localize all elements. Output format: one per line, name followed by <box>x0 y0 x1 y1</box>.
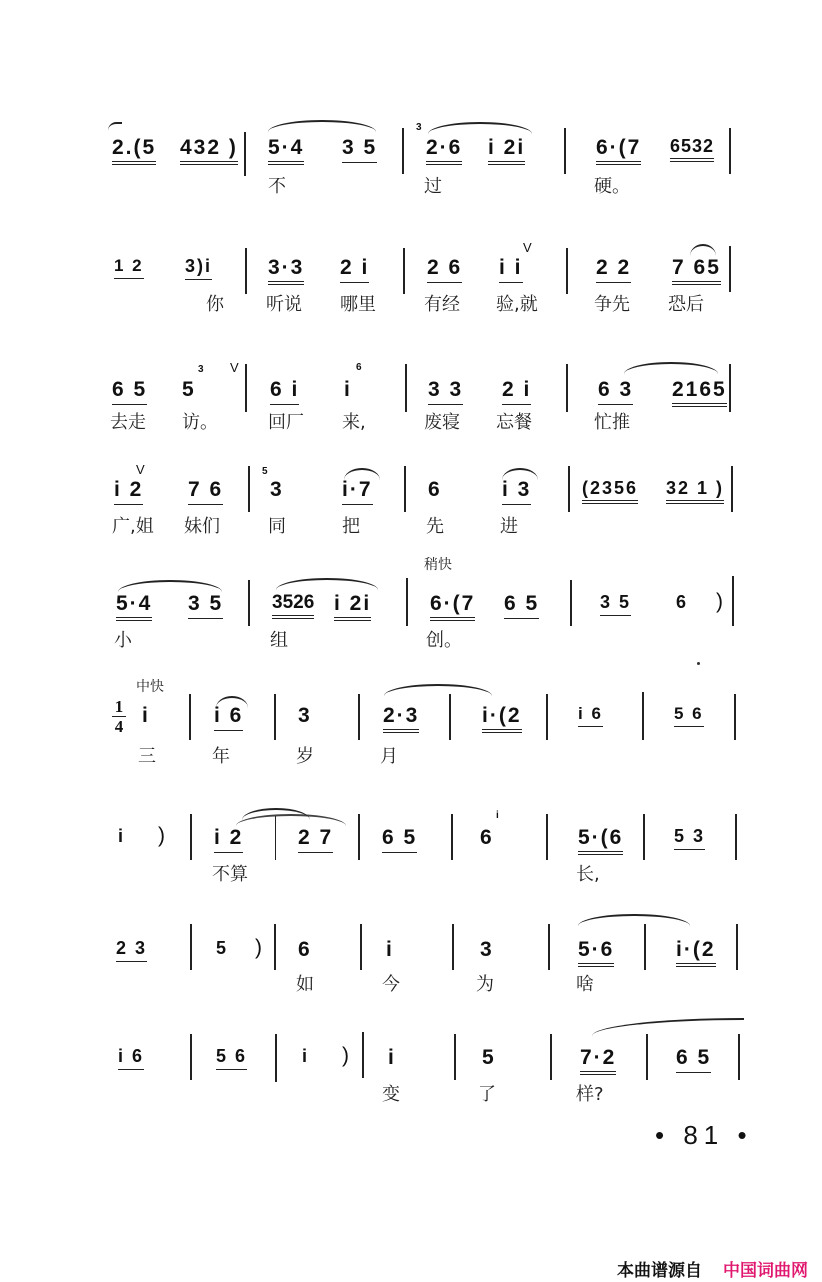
note-group: 5 <box>482 1046 496 1069</box>
lyric: 先 <box>426 516 444 537</box>
barline <box>274 924 276 970</box>
page-number: • 81 • <box>655 1120 753 1150</box>
lyric: 三 <box>138 746 156 767</box>
note-group: i <box>118 826 126 846</box>
barline <box>568 466 570 512</box>
note-group: 5·4 <box>116 592 152 621</box>
note-group: ) <box>255 936 264 959</box>
barline <box>570 580 572 626</box>
note-group: 2 7 <box>298 826 333 853</box>
note-group: 6 3 <box>598 378 633 405</box>
lyric: 啥 <box>576 974 594 995</box>
barline <box>643 814 645 860</box>
barline <box>358 694 360 740</box>
note-group: 2·6 <box>426 136 462 165</box>
lyric: 去走 <box>110 412 146 433</box>
lyric: 过 <box>424 176 442 197</box>
note-group: ) <box>716 590 725 613</box>
note-group: i <box>142 704 150 727</box>
time-signature-denominator: 4 <box>114 717 124 736</box>
note-group: ) <box>158 824 167 847</box>
slur <box>624 362 718 374</box>
lyric: 月 <box>380 746 398 767</box>
footer-site-link[interactable]: 中国词曲网 <box>723 1261 808 1281</box>
lyric: 小 <box>114 630 132 651</box>
note-group: 2 2 <box>596 256 631 283</box>
barline <box>736 924 738 970</box>
barline <box>358 814 360 860</box>
note-group: 2 3 <box>116 938 147 962</box>
lyric: 今 <box>382 974 400 995</box>
barline <box>449 694 451 740</box>
note-group: 3526 <box>272 592 314 619</box>
lyric: 妹们 <box>184 516 220 537</box>
note-group: 3)i <box>185 256 212 280</box>
note-group: 2 i <box>502 378 531 405</box>
barline <box>274 694 276 740</box>
slur <box>108 122 122 136</box>
barline <box>731 466 733 512</box>
note-group: 5 6 <box>216 1046 247 1070</box>
note-group: 432 ) <box>180 136 238 165</box>
note-group: 6 <box>428 478 442 501</box>
slur <box>118 580 222 592</box>
lyric: 验,就 <box>496 294 538 315</box>
lyric: 哪里 <box>340 294 376 315</box>
lyric: 如 <box>296 974 314 995</box>
note-group: 5 6 <box>674 704 704 727</box>
note-group: 2.(5 <box>112 136 156 165</box>
barline <box>360 924 362 970</box>
barline <box>729 364 731 412</box>
lyric: 同 <box>268 516 286 537</box>
speck <box>697 662 700 665</box>
note-group: i 2i <box>334 592 371 621</box>
barline <box>275 1034 277 1082</box>
note-group: i 2 <box>114 478 143 505</box>
grace-note: 6 <box>356 362 362 373</box>
barline <box>451 814 453 860</box>
barline <box>454 1034 456 1080</box>
note-group: 6 5 <box>382 826 417 853</box>
lyric: 了 <box>478 1084 496 1105</box>
barline <box>190 814 192 860</box>
lyric: 变 <box>382 1084 400 1105</box>
note-group: i·(2 <box>482 704 522 733</box>
tempo-mark: 稍快 <box>424 557 452 573</box>
lyric: 广,姐 <box>112 516 154 537</box>
barline <box>244 132 246 176</box>
note-group: 7 6 <box>188 478 223 505</box>
note-group: 2165 <box>672 378 727 407</box>
barline <box>452 924 454 970</box>
slur <box>578 914 690 926</box>
note-group: i 2 <box>214 826 243 853</box>
note-group: 5 <box>182 378 196 401</box>
grace-note: i <box>496 810 499 821</box>
lyric: 听说 <box>266 294 302 315</box>
barline <box>732 576 734 626</box>
note-group: 3 5 <box>600 592 631 616</box>
barline <box>404 466 406 512</box>
lyric: 年 <box>212 746 230 767</box>
lyric: 硬。 <box>594 176 630 197</box>
note-group: 3 5 <box>342 136 377 163</box>
lyric: 访。 <box>182 412 218 433</box>
barline <box>566 364 568 412</box>
lyric: 组 <box>270 630 288 651</box>
note-group: i 6 <box>214 704 243 731</box>
footer-source-label: 本曲谱源自 <box>617 1261 702 1281</box>
note-group: 6 5 <box>112 378 147 405</box>
note-group: 6 5 <box>504 592 539 619</box>
lyric: 岁 <box>296 746 314 767</box>
barline <box>403 248 405 294</box>
time-signature <box>112 698 126 735</box>
slur <box>428 122 532 134</box>
slur <box>276 578 378 590</box>
lyric: 废寝 <box>424 412 460 433</box>
barline <box>566 248 568 294</box>
note-group: 6·(7 <box>596 136 641 165</box>
grace-note: 3 <box>416 122 422 133</box>
lyric: 进 <box>500 516 518 537</box>
breath-mark: V <box>136 462 145 477</box>
barline <box>275 816 276 860</box>
note-group: i <box>344 378 352 401</box>
barline <box>644 924 646 970</box>
note-group: i 2i <box>488 136 525 165</box>
note-group: 2 6 <box>427 256 462 283</box>
grace-note: 3 <box>198 364 204 375</box>
lyric: 你 <box>206 294 224 315</box>
note-group: i <box>302 1046 310 1066</box>
note-group: 1 2 <box>114 256 144 279</box>
barline <box>550 1034 552 1080</box>
lyric: 忙推 <box>594 412 630 433</box>
note-group: 32 1 ) <box>666 478 724 504</box>
barline <box>738 1034 740 1080</box>
note-group: 2·3 <box>383 704 419 733</box>
lyric: 来, <box>342 412 366 433</box>
barline <box>190 1034 192 1080</box>
barline <box>734 694 736 740</box>
barline <box>406 578 408 626</box>
lyric: 创。 <box>426 630 462 651</box>
lyric: 把 <box>342 516 360 537</box>
note-group: i·(2 <box>676 938 716 967</box>
note-group: 5·(6 <box>578 826 623 855</box>
lyric: 不算 <box>212 864 248 885</box>
note-group: 3 <box>480 938 494 961</box>
barline <box>245 364 247 412</box>
lyric: 不 <box>268 176 286 197</box>
slur <box>690 244 716 256</box>
lyric: 长, <box>576 864 600 885</box>
note-group: 3 3 <box>428 378 463 405</box>
note-group: i 6 <box>578 704 603 727</box>
grace-note: 5 <box>262 466 268 477</box>
note-group: i <box>388 1046 396 1069</box>
barline <box>190 924 192 970</box>
lyric: 争先 <box>594 294 630 315</box>
lyric: 为 <box>476 974 494 995</box>
note-group: 3·3 <box>268 256 304 285</box>
lyric: 有经 <box>424 294 460 315</box>
barline <box>646 1034 648 1080</box>
note-group: i <box>386 938 394 961</box>
note-group: 6 <box>480 826 494 849</box>
barline <box>546 814 548 860</box>
time-signature-numerator: 1 <box>114 697 124 716</box>
note-group: 5·6 <box>578 938 614 967</box>
note-group: i 3 <box>502 478 531 505</box>
note-group: 3 5 <box>188 592 223 619</box>
note-group: 6 <box>298 938 312 961</box>
note-group: 6532 <box>670 136 714 162</box>
barline <box>642 692 644 740</box>
note-group: 6 5 <box>676 1046 711 1073</box>
lyric: 回厂 <box>268 412 304 433</box>
barline <box>735 814 737 860</box>
barline <box>729 246 731 292</box>
barline <box>362 1032 364 1078</box>
lyric: 样? <box>576 1084 604 1105</box>
note-group: 6 i <box>270 378 299 405</box>
barline <box>729 128 731 174</box>
note-group: (2356 <box>582 478 638 504</box>
barline <box>402 128 404 174</box>
breath-mark: V <box>523 240 532 255</box>
barline <box>245 248 247 294</box>
note-group: 6 <box>676 592 689 612</box>
breath-mark: V <box>230 360 239 375</box>
barline <box>248 466 250 512</box>
note-group: 3 <box>270 478 284 501</box>
note-group: 7 65 <box>672 256 721 285</box>
note-group: 5 <box>216 938 229 958</box>
note-group: 3 <box>298 704 312 727</box>
lyric: 忘餐 <box>496 412 532 433</box>
barline <box>546 694 548 740</box>
barline <box>248 580 250 626</box>
note-group: 7·2 <box>580 1046 616 1075</box>
note-group: 2 i <box>340 256 369 283</box>
lyric: 恐后 <box>668 294 704 315</box>
note-group: ) <box>342 1044 351 1067</box>
slur <box>268 120 376 132</box>
note-group: i i <box>499 256 523 283</box>
barline <box>564 128 566 174</box>
slur <box>592 1018 744 1036</box>
barline <box>189 694 191 740</box>
note-group: 5 3 <box>674 826 705 850</box>
note-group: 6·(7 <box>430 592 475 621</box>
note-group: 5·4 <box>268 136 304 165</box>
slur <box>384 684 492 696</box>
barline <box>405 364 407 412</box>
barline <box>548 924 550 970</box>
note-group: i 6 <box>118 1046 144 1070</box>
note-group: i·7 <box>342 478 373 505</box>
tempo-mark: 中快 <box>136 679 164 695</box>
